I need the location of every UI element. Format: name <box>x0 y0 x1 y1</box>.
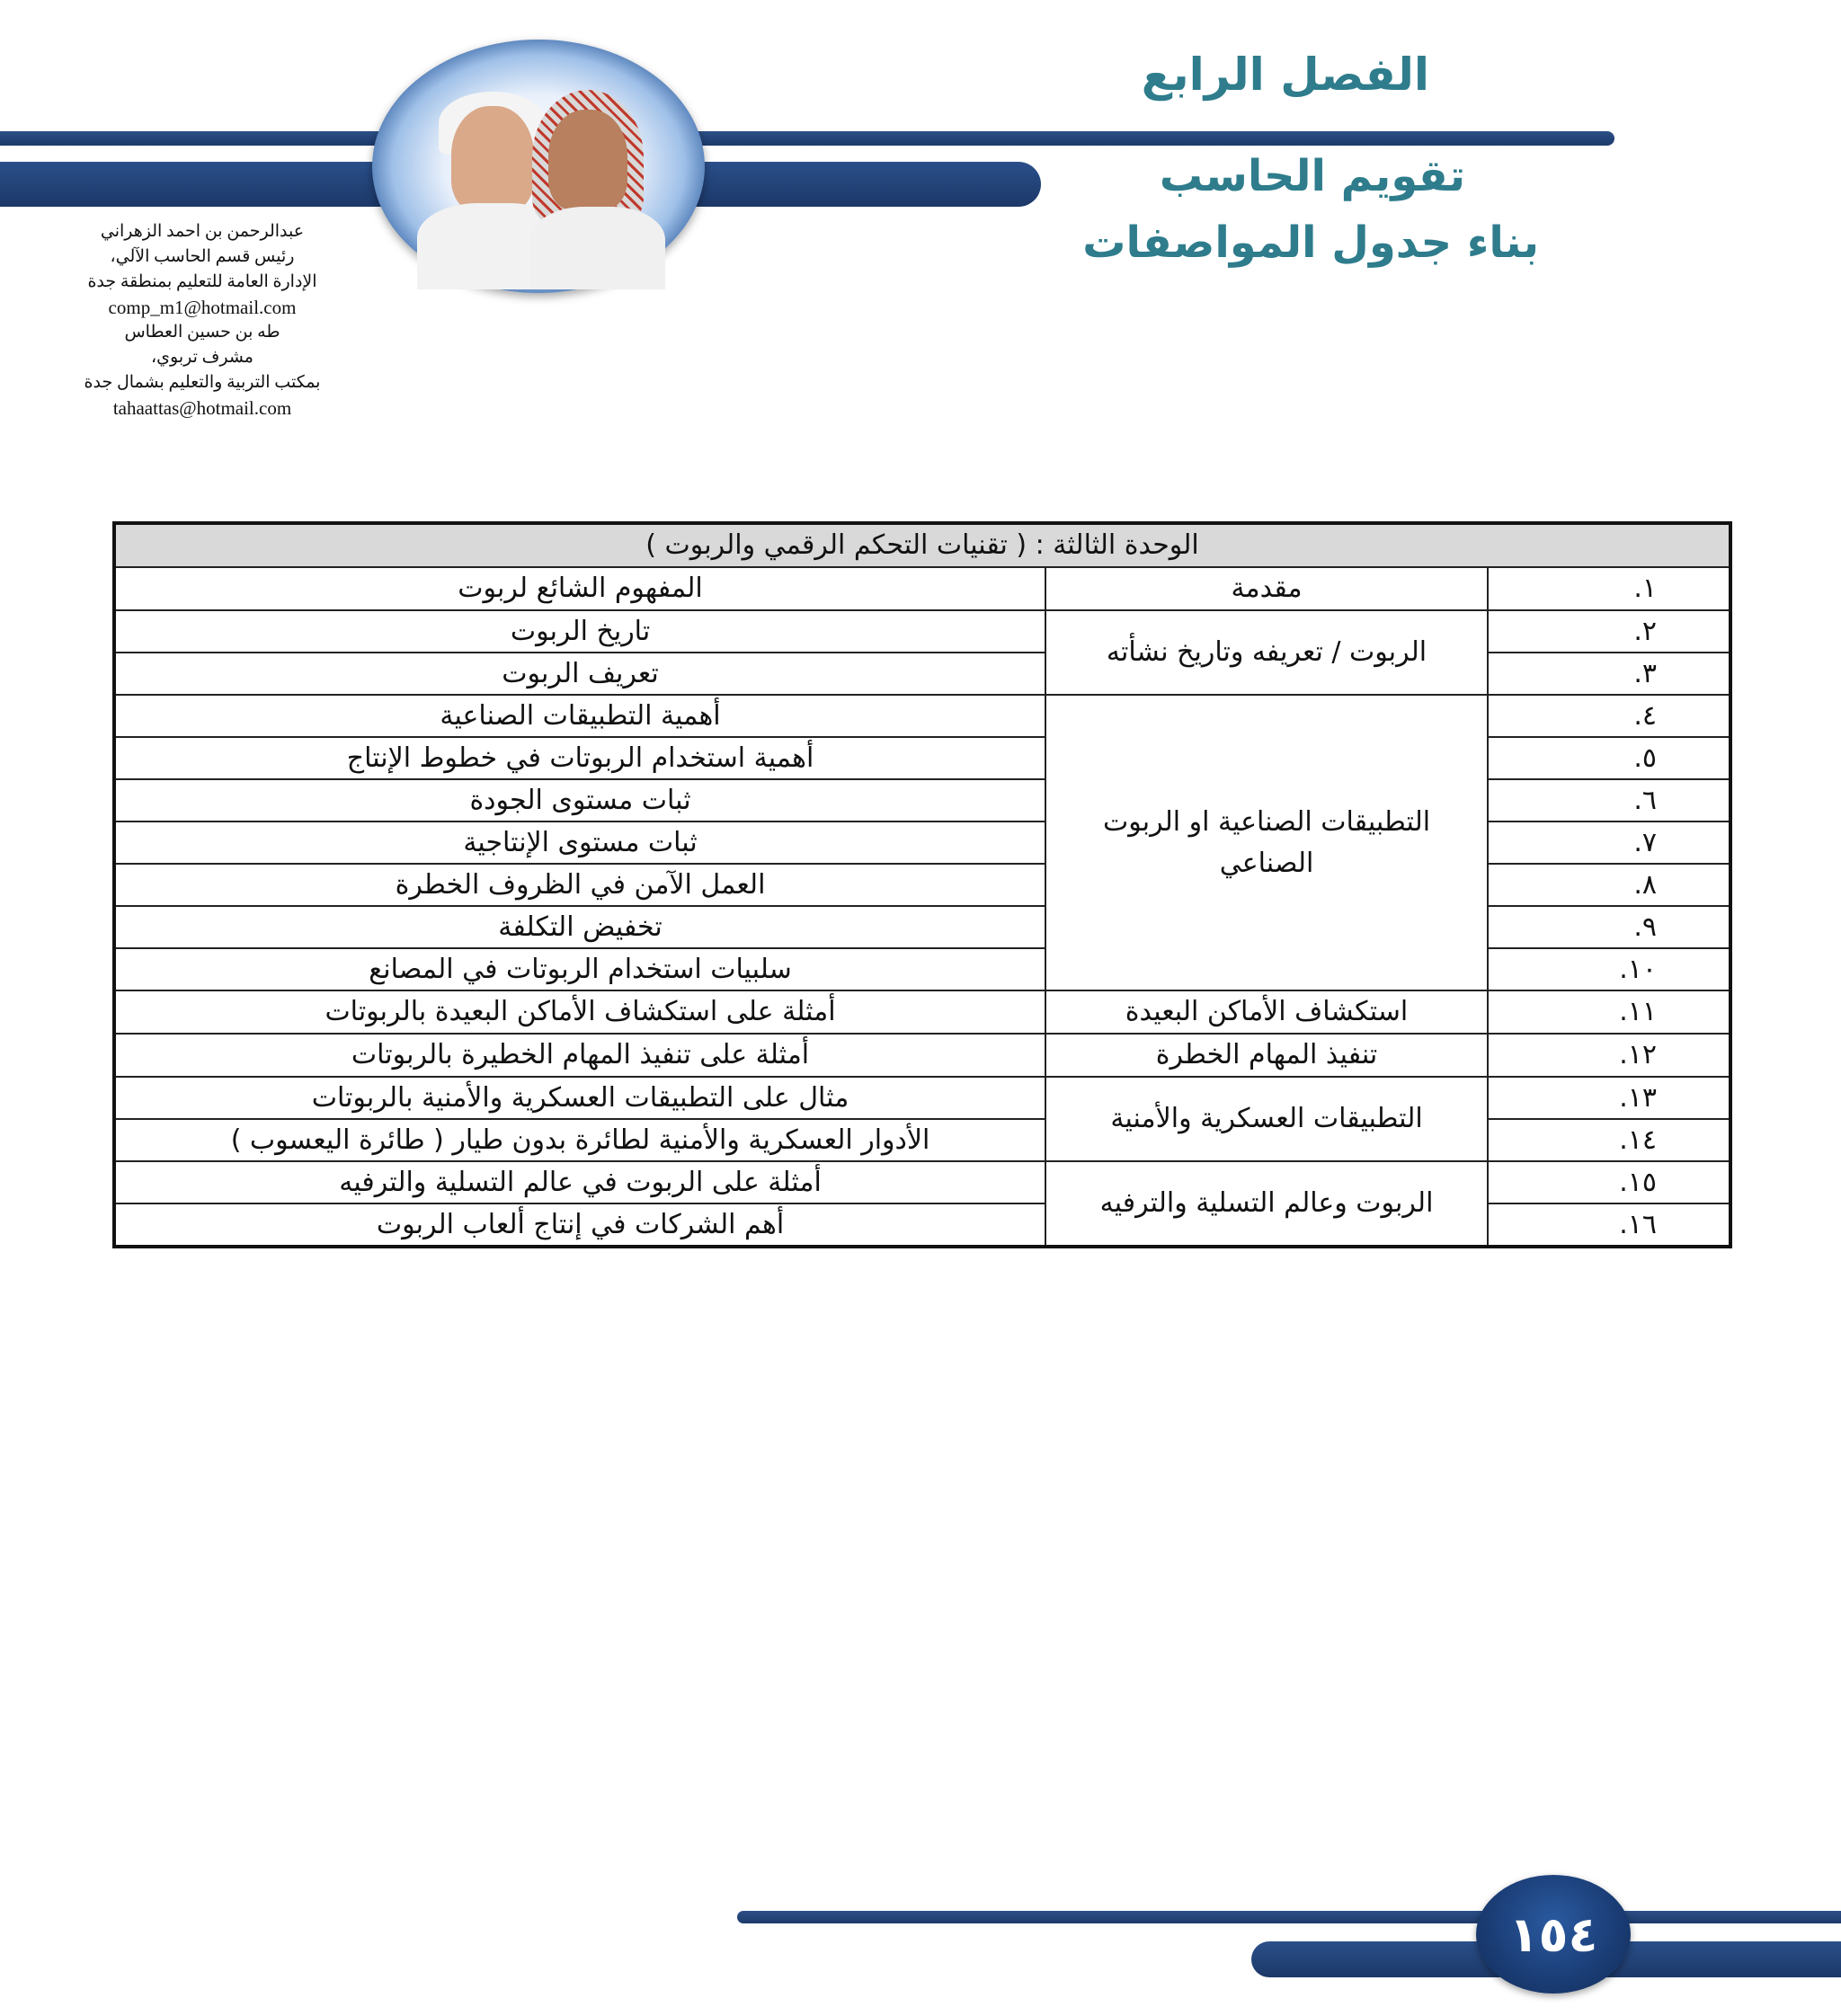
table-row <box>114 610 1730 653</box>
table-row <box>114 821 1730 864</box>
unit-title-cell: الوحدة الثالثة : ( تقنيات التحكم الرقمي والربوت ) <box>114 523 1730 567</box>
topic-cell: تنفيذ المهام الخطرة <box>1045 1034 1488 1077</box>
row-number: ١٢. <box>1488 1034 1730 1077</box>
table-row <box>114 567 1730 610</box>
item-cell: أهمية استخدام الربوتات في خطوط الإنتاج <box>114 737 1045 779</box>
row-number: ١٣. <box>1488 1077 1730 1119</box>
row-number: ١٥. <box>1488 1161 1730 1203</box>
item-cell: أهمية التطبيقات الصناعية <box>114 695 1045 737</box>
table-row <box>114 737 1730 779</box>
table-row <box>114 990 1730 1034</box>
item-cell: ثبات مستوى الإنتاجية <box>114 821 1045 864</box>
item-cell: المفهوم الشائع لربوت <box>114 567 1045 610</box>
row-number: ١٠. <box>1488 948 1730 990</box>
author-2-org: بمكتب التربية والتعليم بشمال جدة <box>84 373 321 392</box>
authors-info <box>72 219 333 421</box>
item-cell: الأدوار العسكرية والأمنية لطائرة بدون طيار ( طائرة اليعسوب ) <box>114 1119 1045 1161</box>
row-number: ١٤. <box>1488 1119 1730 1161</box>
table-header-row <box>114 523 1730 567</box>
chapter-title: الفصل الرابع <box>1141 49 1429 101</box>
row-number: ١١. <box>1488 990 1730 1034</box>
author-1-name: عبدالرحمن بن احمد الزهراني <box>100 222 305 241</box>
row-number: ٢. <box>1488 610 1730 653</box>
authors-portrait <box>372 40 705 293</box>
table-row <box>114 779 1730 821</box>
author-2-name: طه بن حسين العطاس <box>124 323 280 342</box>
page-number-badge <box>1476 1875 1631 1994</box>
topic-cell: الربوت وعالم التسلية والترفيه <box>1045 1161 1488 1247</box>
row-number: ٨. <box>1488 864 1730 906</box>
item-cell: أمثلة على استكشاف الأماكن البعيدة بالربوتات <box>114 990 1045 1034</box>
table-row <box>114 1034 1730 1077</box>
item-cell: تاريخ الربوت <box>114 610 1045 653</box>
topic-cell: التطبيقات الصناعية او الربوت الصناعي <box>1045 695 1488 990</box>
table-row <box>114 653 1730 695</box>
table-row <box>114 864 1730 906</box>
author-1-title: رئيس قسم الحاسب الآلي، <box>110 247 295 266</box>
row-number: ١. <box>1488 567 1730 610</box>
item-cell: مثال على التطبيقات العسكرية والأمنية بالربوتات <box>114 1077 1045 1119</box>
item-cell: أهم الشركات في إنتاج ألعاب الربوت <box>114 1203 1045 1247</box>
row-number: ٣. <box>1488 653 1730 695</box>
table-row <box>114 1161 1730 1203</box>
author-1-email: comp_m1@hotmail.com <box>108 297 297 318</box>
table-row <box>114 695 1730 737</box>
row-number: ٩. <box>1488 906 1730 948</box>
topic-cell: التطبيقات العسكرية والأمنية <box>1045 1077 1488 1161</box>
footer-thin-bar <box>737 1911 1841 1923</box>
table-row <box>114 1077 1730 1119</box>
item-cell: ثبات مستوى الجودة <box>114 779 1045 821</box>
table-row <box>114 948 1730 990</box>
author-2-email: tahaattas@hotmail.com <box>112 397 292 419</box>
topic-cell: الربوت / تعريفه وتاريخ نشأته <box>1045 610 1488 695</box>
topic-cell: مقدمة <box>1045 567 1488 610</box>
page-number: ١٥٤ <box>1508 1905 1598 1963</box>
header-thin-bar <box>0 131 1614 146</box>
specification-table <box>112 521 1732 1248</box>
section-subtitle-2: بناء جدول المواصفات <box>1082 218 1539 268</box>
row-number: ٧. <box>1488 821 1730 864</box>
row-number: ٦. <box>1488 779 1730 821</box>
author-2-title: مشرف تربوي، <box>151 348 253 367</box>
item-cell: تخفيض التكلفة <box>114 906 1045 948</box>
section-subtitle-1: تقويم الحاسب <box>1159 151 1465 201</box>
row-number: ٤. <box>1488 695 1730 737</box>
table-row <box>114 1203 1730 1247</box>
author-1-org: الإدارة العامة للتعليم بمنطقة جدة <box>87 272 317 291</box>
table-row <box>114 1119 1730 1161</box>
item-cell: أمثلة على الربوت في عالم التسلية والترفيه <box>114 1161 1045 1203</box>
item-cell: تعريف الربوت <box>114 653 1045 695</box>
item-cell: سلبيات استخدام الربوتات في المصانع <box>114 948 1045 990</box>
topic-cell: استكشاف الأماكن البعيدة <box>1045 990 1488 1034</box>
item-cell: أمثلة على تنفيذ المهام الخطيرة بالربوتات <box>114 1034 1045 1077</box>
row-number: ٥. <box>1488 737 1730 779</box>
item-cell: العمل الآمن في الظروف الخطرة <box>114 864 1045 906</box>
table-row <box>114 906 1730 948</box>
row-number: ١٦. <box>1488 1203 1730 1247</box>
